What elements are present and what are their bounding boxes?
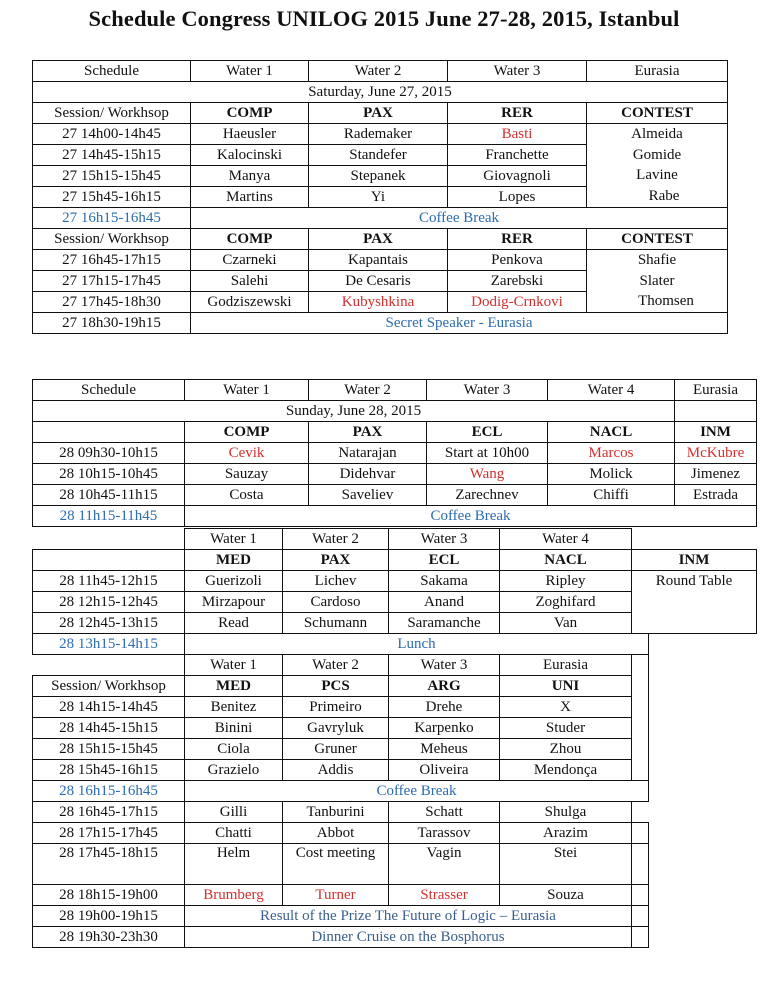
date-cell: Sunday, June 28, 2015	[33, 401, 675, 422]
workshop-head: UNI	[500, 676, 632, 697]
speaker-cell: Mirzapour	[185, 592, 283, 613]
header-cell: Eurasia	[675, 380, 757, 401]
table-row	[33, 250, 728, 271]
time-cell: 28 10h45-11h15	[33, 485, 185, 506]
empty-cell	[675, 401, 757, 422]
speaker-cell: Salehi	[191, 271, 309, 292]
time-cell: 28 14h45-15h15	[33, 718, 185, 739]
speaker-cell: Drehe	[389, 697, 500, 718]
speaker-cell: Start at 10h00	[427, 443, 548, 464]
empty-cell	[649, 906, 757, 927]
empty-cell	[33, 422, 185, 443]
empty-cell	[632, 823, 649, 844]
empty-cell	[649, 927, 757, 948]
time-cell: 28 19h30-23h30	[33, 927, 185, 948]
header-cell: Water 2	[309, 380, 427, 401]
lunch-label: Lunch	[185, 634, 649, 655]
table-row	[33, 760, 757, 781]
speaker-cell: Natarajan	[309, 443, 427, 464]
speaker-cell: Franchette	[448, 145, 587, 166]
speaker-cell: Anand	[389, 592, 500, 613]
contest-speaker: Rabe	[648, 187, 680, 204]
round-table-cell: Round Table	[632, 571, 757, 634]
speaker-cell: Arazim	[500, 823, 632, 844]
speaker-cell: Ripley	[500, 571, 632, 592]
contest-speaker: Slater	[639, 272, 675, 289]
workshop-head: CONTEST	[587, 103, 728, 124]
empty-cell	[649, 634, 757, 655]
time-cell: 28 16h15-16h45	[33, 781, 185, 802]
speaker-cell: Binini	[185, 718, 283, 739]
header-cell: Water 1	[185, 380, 309, 401]
workshop-head: PAX	[309, 103, 448, 124]
dinner-row	[33, 927, 757, 948]
speaker-cell: Kubyshkina	[309, 292, 448, 313]
header-row	[33, 380, 757, 401]
speaker-cell: X	[500, 697, 632, 718]
room-cell: Water 3	[389, 655, 500, 676]
speaker-cell: Brumberg	[185, 885, 283, 906]
speaker-cell: Sauzay	[185, 464, 309, 485]
header-cell: Water 2	[309, 61, 448, 82]
coffee-break-row	[33, 506, 757, 527]
speaker-cell: De Cesaris	[309, 271, 448, 292]
speaker-cell: Primeiro	[283, 697, 389, 718]
session-heads-row	[33, 229, 728, 250]
time-cell: 28 12h45-13h15	[33, 613, 185, 634]
empty-cell	[632, 697, 649, 718]
empty-cell	[33, 550, 185, 571]
rooms-row	[33, 529, 757, 550]
speaker-cell: Wang	[427, 464, 548, 485]
time-cell: 28 17h45-18h15	[33, 844, 185, 885]
speaker-cell: Shulga	[500, 802, 632, 823]
time-cell: 28 16h45-17h15	[33, 802, 185, 823]
table-row	[33, 124, 728, 145]
workshop-head: COMP	[185, 422, 309, 443]
speaker-cell: Cost meeting	[283, 844, 389, 885]
speaker-cell: Guerizoli	[185, 571, 283, 592]
speaker-cell: Gruner	[283, 739, 389, 760]
dinner-label: Dinner Cruise on the Bosphorus	[185, 927, 632, 948]
time-cell: 27 16h15-16h45	[33, 208, 191, 229]
speaker-cell: Schatt	[389, 802, 500, 823]
time-cell: 27 16h45-17h15	[33, 250, 191, 271]
speaker-cell: Schumann	[283, 613, 389, 634]
table-row	[33, 885, 757, 906]
contest-speaker: Gomide	[632, 146, 682, 163]
contest-speaker: Lavine	[636, 167, 678, 183]
speaker-cell: Molick	[548, 464, 675, 485]
workshop-head: MED	[185, 550, 283, 571]
room-cell: Water 2	[283, 655, 389, 676]
workshop-head: MED	[185, 676, 283, 697]
empty-cell	[649, 739, 757, 760]
workshop-head: INM	[632, 550, 757, 571]
speaker-cell: Abbot	[283, 823, 389, 844]
session-heads-row	[33, 676, 757, 697]
time-cell: 28 11h45-12h15	[33, 571, 185, 592]
header-cell: Schedule	[33, 61, 191, 82]
workshop-head: ARG	[389, 676, 500, 697]
empty-cell	[632, 529, 757, 550]
time-cell: 28 17h15-17h45	[33, 823, 185, 844]
speaker-cell: Marcos	[548, 443, 675, 464]
speaker-cell: Stepanek	[309, 166, 448, 187]
workshop-head: PAX	[283, 550, 389, 571]
empty-cell	[632, 760, 649, 781]
speaker-cell: Kapantais	[309, 250, 448, 271]
workshop-head: RER	[448, 229, 587, 250]
day2-afternoon-table	[32, 528, 757, 948]
speaker-cell: Saveliev	[309, 485, 427, 506]
speaker-cell: Gilli	[185, 802, 283, 823]
speaker-cell: Czarneki	[191, 250, 309, 271]
speaker-cell: Saramanche	[389, 613, 500, 634]
speaker-cell: Karpenko	[389, 718, 500, 739]
coffee-break-label: Coffee Break	[185, 781, 649, 802]
empty-cell	[649, 718, 757, 739]
speaker-cell: Costa	[185, 485, 309, 506]
contest-cell	[587, 124, 728, 208]
room-cell: Water 3	[389, 529, 500, 550]
secret-speaker-label: Secret Speaker - Eurasia	[191, 313, 728, 334]
table-row	[33, 697, 757, 718]
speaker-cell: Helm	[185, 844, 283, 885]
workshop-head: CONTEST	[587, 229, 728, 250]
table-row	[33, 571, 757, 592]
speaker-cell: Zarechnev	[427, 485, 548, 506]
header-row	[33, 61, 728, 82]
room-cell: Water 4	[500, 529, 632, 550]
time-cell: 28 15h45-16h15	[33, 760, 185, 781]
empty-cell	[649, 697, 757, 718]
speaker-cell: Gavryluk	[283, 718, 389, 739]
time-cell: 28 10h15-10h45	[33, 464, 185, 485]
time-cell: 27 18h30-19h15	[33, 313, 191, 334]
time-cell: 28 18h15-19h00	[33, 885, 185, 906]
prize-row	[33, 906, 757, 927]
table-row	[33, 443, 757, 464]
speaker-cell: Chiffi	[548, 485, 675, 506]
time-cell: 27 17h15-17h45	[33, 271, 191, 292]
contest-speaker: Thomsen	[638, 293, 694, 309]
empty-cell	[632, 655, 649, 676]
empty-cell	[33, 529, 185, 550]
header-cell: Water 3	[448, 61, 587, 82]
speaker-cell: Manya	[191, 166, 309, 187]
page-title: Schedule Congress UNILOG 2015 June 27-28, 2015, Istanbul	[88, 6, 680, 31]
workshop-head: PCS	[283, 676, 389, 697]
secret-speaker-row	[33, 313, 728, 334]
table-row	[33, 823, 757, 844]
room-cell: Water 2	[283, 529, 389, 550]
speaker-cell: Zhou	[500, 739, 632, 760]
time-cell: 27 14h00-14h45	[33, 124, 191, 145]
speaker-cell: Ciola	[185, 739, 283, 760]
lunch-row	[33, 634, 757, 655]
speaker-cell: Giovagnoli	[448, 166, 587, 187]
empty-cell	[649, 676, 757, 697]
speaker-cell: Martins	[191, 187, 309, 208]
speaker-cell: Turner	[283, 885, 389, 906]
empty-cell	[632, 906, 649, 927]
session-label: Session/ Workhsop	[33, 103, 191, 124]
empty-cell	[632, 676, 649, 697]
date-cell: Saturday, June 27, 2015	[33, 82, 728, 103]
workshop-head: PAX	[309, 422, 427, 443]
speaker-cell: Chatti	[185, 823, 283, 844]
workshop-head: INM	[675, 422, 757, 443]
workshop-head: ECL	[427, 422, 548, 443]
empty-cell	[33, 655, 185, 676]
coffee-break-row	[33, 208, 728, 229]
speaker-cell: Benitez	[185, 697, 283, 718]
speaker-cell: Addis	[283, 760, 389, 781]
workshop-head: COMP	[191, 103, 309, 124]
workshop-head: NACL	[500, 550, 632, 571]
speaker-cell: Strasser	[389, 885, 500, 906]
time-cell: 27 17h45-18h30	[33, 292, 191, 313]
empty-cell	[649, 781, 757, 802]
table-row	[33, 718, 757, 739]
time-cell: 28 09h30-10h15	[33, 443, 185, 464]
day2-morning-table	[32, 379, 757, 527]
speaker-cell: Grazielo	[185, 760, 283, 781]
table-row	[33, 802, 757, 823]
table-row	[33, 844, 757, 885]
coffee-break-row	[33, 781, 757, 802]
speaker-cell: Lichev	[283, 571, 389, 592]
empty-cell	[649, 655, 757, 676]
time-cell: 28 15h15-15h45	[33, 739, 185, 760]
header-cell: Water 3	[427, 380, 548, 401]
table-row	[33, 485, 757, 506]
rooms-row	[33, 655, 757, 676]
table-row	[33, 739, 757, 760]
speaker-cell: Rademaker	[309, 124, 448, 145]
coffee-break-label: Coffee Break	[185, 506, 757, 527]
time-cell: 28 14h15-14h45	[33, 697, 185, 718]
speaker-cell: Zoghifard	[500, 592, 632, 613]
speaker-cell: Sakama	[389, 571, 500, 592]
time-cell: 28 12h15-12h45	[33, 592, 185, 613]
speaker-cell: Dodig-Crnkovi	[448, 292, 587, 313]
contest-speaker: Shafie	[637, 252, 677, 268]
speaker-cell: Meheus	[389, 739, 500, 760]
speaker-cell: Zarebski	[448, 271, 587, 292]
speaker-cell: Van	[500, 613, 632, 634]
time-cell: 28 19h00-19h15	[33, 906, 185, 927]
speaker-cell: Tarassov	[389, 823, 500, 844]
day1-schedule-table	[32, 60, 728, 334]
empty-cell	[632, 739, 649, 760]
room-cell: Water 1	[185, 529, 283, 550]
empty-cell	[649, 844, 757, 885]
speaker-cell: Souza	[500, 885, 632, 906]
speaker-cell: Lopes	[448, 187, 587, 208]
session-heads-row	[33, 422, 757, 443]
time-cell: 27 15h45-16h15	[33, 187, 191, 208]
speaker-cell: Jimenez	[675, 464, 757, 485]
session-label: Session/ Workhsop	[33, 229, 191, 250]
speaker-cell: Yi	[309, 187, 448, 208]
time-cell: 28 11h15-11h45	[33, 506, 185, 527]
empty-cell	[632, 802, 649, 823]
session-heads-row	[33, 103, 728, 124]
speaker-cell: Kalocinski	[191, 145, 309, 166]
header-cell: Eurasia	[587, 61, 728, 82]
time-cell: 27 14h45-15h15	[33, 145, 191, 166]
empty-cell	[632, 885, 649, 906]
speaker-cell: Read	[185, 613, 283, 634]
contest-cell	[587, 250, 728, 313]
table-row	[33, 464, 757, 485]
speaker-cell: Standefer	[309, 145, 448, 166]
speaker-cell: Vagin	[389, 844, 500, 885]
speaker-cell: Basti	[448, 124, 587, 145]
empty-cell	[649, 802, 757, 823]
speaker-cell: Mendonça	[500, 760, 632, 781]
speaker-cell: Studer	[500, 718, 632, 739]
speaker-cell: McKubre	[675, 443, 757, 464]
workshop-head: COMP	[191, 229, 309, 250]
speaker-cell: Cardoso	[283, 592, 389, 613]
workshop-head: NACL	[548, 422, 675, 443]
speaker-cell: Tanburini	[283, 802, 389, 823]
room-cell: Eurasia	[500, 655, 632, 676]
speaker-cell: Stei	[500, 844, 632, 885]
time-cell: 27 15h15-15h45	[33, 166, 191, 187]
prize-label: Result of the Prize The Future of Logic – Eurasia	[185, 906, 632, 927]
speaker-cell: Haeusler	[191, 124, 309, 145]
time-cell: 28 13h15-14h15	[33, 634, 185, 655]
speaker-cell: Godziszewski	[191, 292, 309, 313]
coffee-break-label: Coffee Break	[191, 208, 728, 229]
speaker-cell: Estrada	[675, 485, 757, 506]
speaker-cell: Cevik	[185, 443, 309, 464]
header-cell: Schedule	[33, 380, 185, 401]
header-cell: Water 4	[548, 380, 675, 401]
speaker-cell: Penkova	[448, 250, 587, 271]
contest-speaker: Almeida	[631, 126, 683, 142]
empty-cell	[632, 927, 649, 948]
empty-cell	[649, 760, 757, 781]
empty-cell	[632, 844, 649, 885]
session-label: Session/ Workhsop	[33, 676, 185, 697]
speaker-cell: Oliveira	[389, 760, 500, 781]
workshop-head: RER	[448, 103, 587, 124]
empty-cell	[632, 718, 649, 739]
empty-cell	[649, 885, 757, 906]
empty-cell	[649, 823, 757, 844]
speaker-cell: Didehvar	[309, 464, 427, 485]
session-heads-row	[33, 550, 757, 571]
workshop-head: ECL	[389, 550, 500, 571]
workshop-head: PAX	[309, 229, 448, 250]
header-cell: Water 1	[191, 61, 309, 82]
room-cell: Water 1	[185, 655, 283, 676]
